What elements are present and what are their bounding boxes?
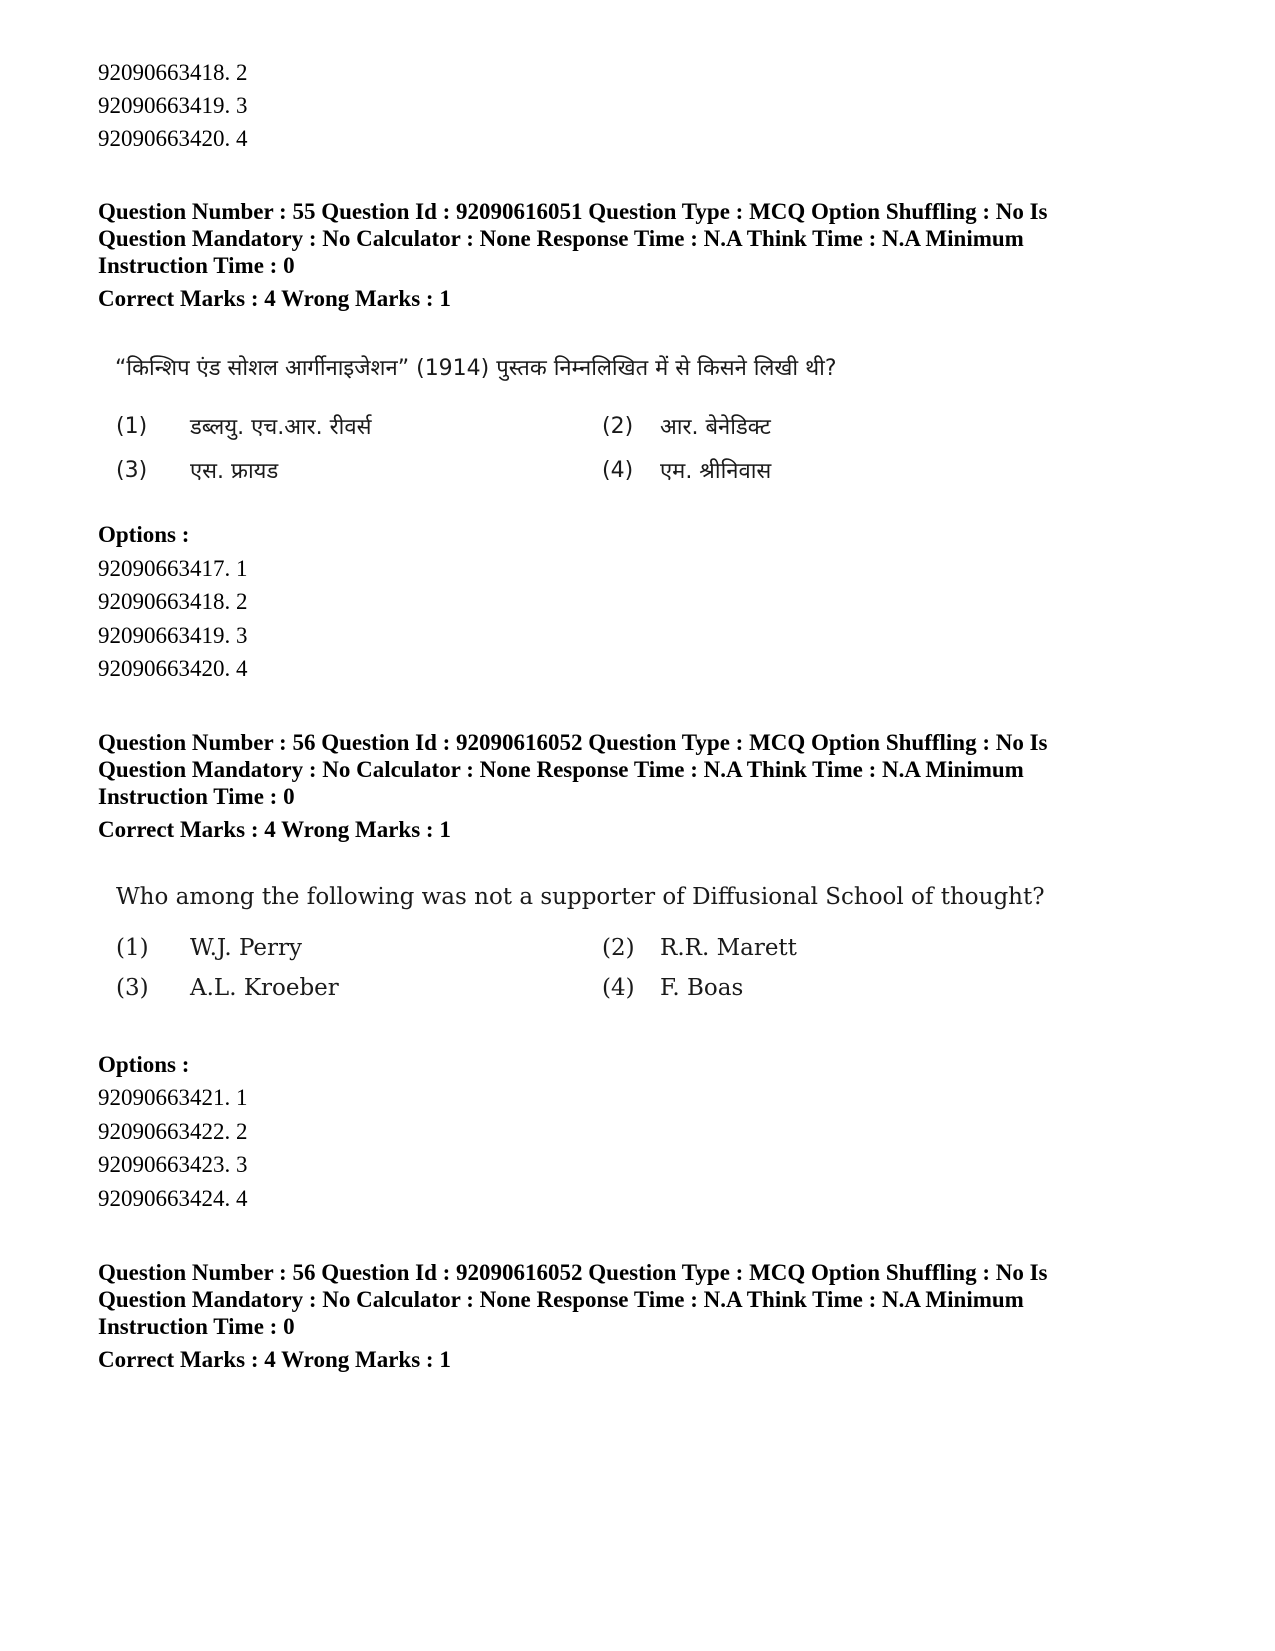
option-line: 92090663423. 3 [98,1152,248,1177]
question-header-line: Instruction Time : 0 [98,253,295,278]
option-line: 92090663422. 2 [98,1119,248,1144]
question-header-line: Question Number : 55 Question Id : 92090616051 Question Type : MCQ Option Shuffling : No Is [98,199,1048,224]
options-label: Options : [98,1052,190,1077]
choice-text: आर. बेनेडिक्ट [660,415,771,440]
choice-number: (3) [116,458,148,483]
marks-line: Correct Marks : 4 Wrong Marks : 1 [98,286,451,311]
question-header-line: Instruction Time : 0 [98,784,295,809]
choice-text: एस. फ्रायड [190,459,279,484]
option-line: 92090663418. 2 [98,589,248,614]
question-header-line: Question Mandatory : No Calculator : None Response Time : N.A Think Time : N.A Minimum [98,1287,1024,1312]
choice-text: एम. श्रीनिवास [660,459,772,484]
choice-text: डब्लयु. एच.आर. रीवर्स [190,415,372,440]
question-header-line: Question Number : 56 Question Id : 92090616052 Question Type : MCQ Option Shuffling : No Is [98,1260,1048,1285]
option-line: 92090663419. 3 [98,93,248,118]
choice-number: (4) [602,975,635,1001]
choice-text: R.R. Marett [660,935,797,961]
choice-text: W.J. Perry [190,935,303,961]
question-text: Who among the following was not a supporter of Diffusional School of thought? [116,884,1045,910]
question-text: “किन्शिप एंड सोशल आर्गीनाइजेशन” (1914) पुस्तक निम्नलिखित में से किसने लिखी थी? [115,356,837,381]
question-header-line: Instruction Time : 0 [98,1314,295,1339]
question-header-line: Question Mandatory : No Calculator : None Response Time : N.A Think Time : N.A Minimum [98,226,1024,251]
choice-number: (2) [602,935,635,961]
option-line: 92090663420. 4 [98,126,248,151]
option-line: 92090663424. 4 [98,1186,248,1211]
choice-number: (4) [602,458,634,483]
option-line: 92090663419. 3 [98,623,248,648]
option-line: 92090663417. 1 [98,556,248,581]
choice-number: (2) [602,414,634,439]
choice-number: (3) [116,975,149,1001]
choice-text: A.L. Kroeber [190,975,339,1001]
marks-line: Correct Marks : 4 Wrong Marks : 1 [98,817,451,842]
option-line: 92090663418. 2 [98,60,248,85]
option-line: 92090663421. 1 [98,1085,248,1110]
marks-line: Correct Marks : 4 Wrong Marks : 1 [98,1347,451,1372]
option-line: 92090663420. 4 [98,656,248,681]
choice-text: F. Boas [660,975,744,1001]
choice-number: (1) [116,935,149,961]
choice-number: (1) [116,414,148,439]
question-header-line: Question Mandatory : No Calculator : None Response Time : N.A Think Time : N.A Minimum [98,757,1024,782]
options-label: Options : [98,522,190,547]
question-header-line: Question Number : 56 Question Id : 92090616052 Question Type : MCQ Option Shuffling : No Is [98,730,1048,755]
